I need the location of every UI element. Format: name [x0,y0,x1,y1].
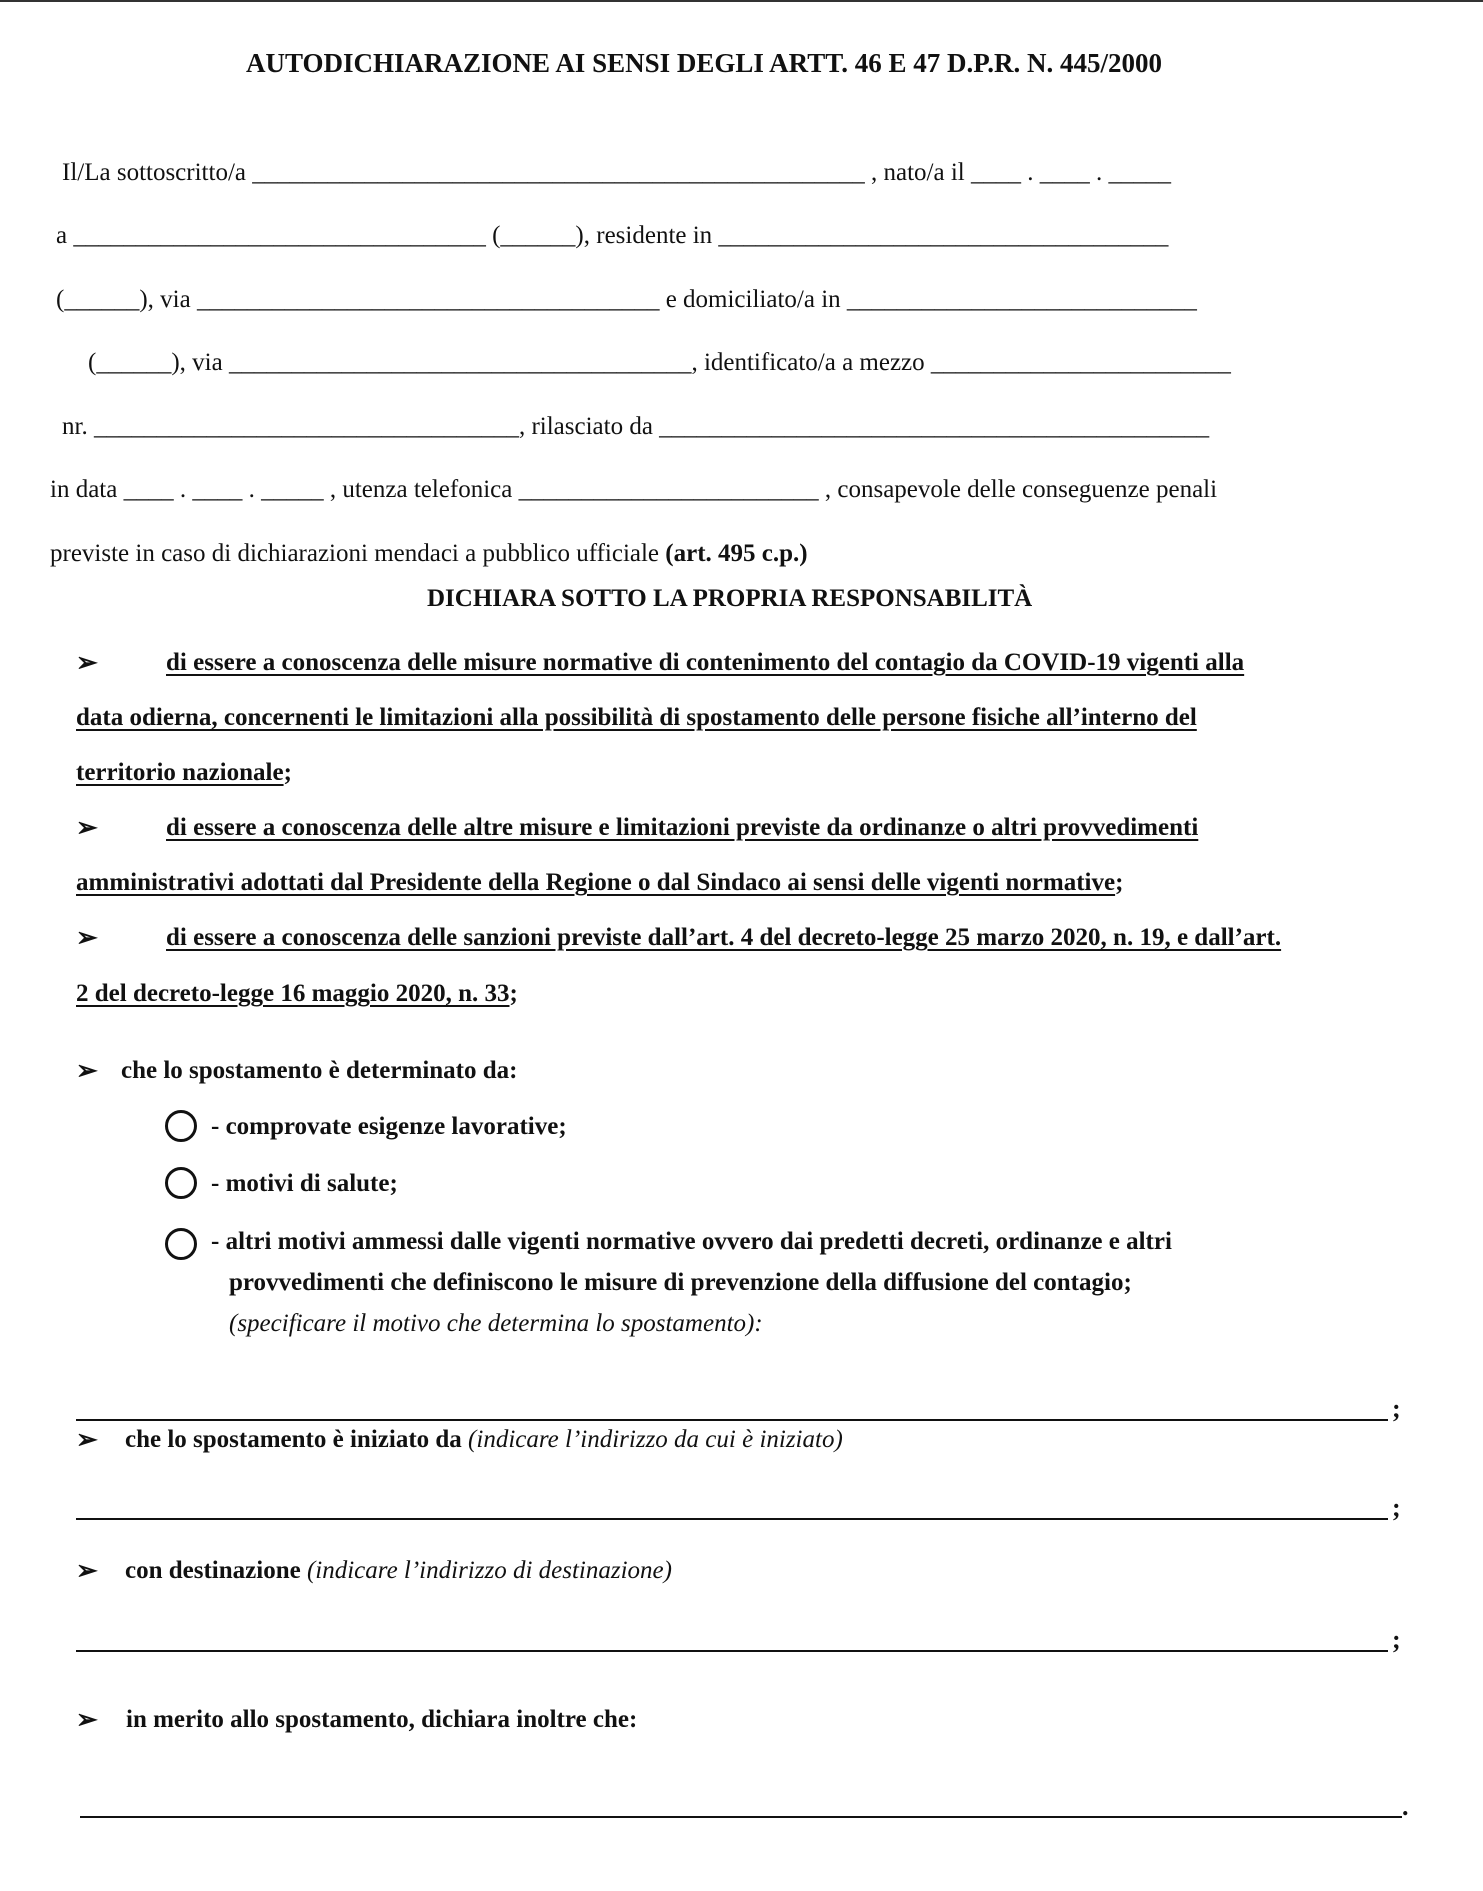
personal-row-document[interactable]: nr. __________________________________, rilasciato da ____________________________________________ [62,413,1210,440]
reason-input-line[interactable] [76,1419,1388,1421]
radio-work-reasons[interactable] [165,1110,197,1142]
bullet-covid-measures-l3 [76,758,292,788]
destination-hint: (indicare l’indirizzo di destinazione) [306,1557,672,1584]
semicolon: ; [509,980,518,1007]
bullet-sanctions-l2 [76,979,518,1009]
bullet-other-measures-l2 [76,868,1123,898]
option-other-reasons-l2: provvedimenti che definiscono le misure di prevenzione della diffusione del contagio; [229,1269,1132,1296]
option-work-reasons: - comprovate esigenze lavorative; [211,1113,567,1140]
personal-row-residence[interactable]: (______), via _____________________________________ e domiciliato/a in ____________________________ [56,286,1197,313]
semicolon: ; [1392,1625,1401,1654]
semicolon: ; [1392,1493,1401,1522]
destination-input-line[interactable] [76,1650,1388,1652]
arrow-bullet-icon: ➢ [76,1705,98,1734]
semicolon: ; [1392,1394,1401,1423]
arrow-bullet-icon: ➢ [76,1056,98,1085]
penal-text: previste in caso di dichiarazioni mendaci a pubblico ufficiale [50,540,660,567]
top-border [0,0,1483,2]
bullet-sanctions-l2-text: 2 del decreto-legge 16 maggio 2020, n. 33 [76,980,510,1007]
personal-row-birthplace[interactable]: a _________________________________ (______), residente in ____________________________________ [56,222,1169,249]
personal-row-date-phone[interactable]: in data ____ . ____ . _____ , utenza telefonica ________________________ , consapevole delle conseguenze penali [50,476,1218,503]
further-label: in merito allo spostamento, dichiara inoltre che: [126,1706,638,1733]
personal-row-domicile[interactable]: (______), via _____________________________________, identificato/a a mezzo ________________________ [88,349,1231,376]
option-other-reasons: - altri motivi ammessi dalle vigenti normative ovvero dai predetti decreti, ordinanze e altri [211,1228,1172,1255]
semicolon: ; [283,759,292,786]
bullet-covid-measures-l2: data odierna, concernenti le limitazioni alla possibilità di spostamento delle persone fisiche all’interno del [76,704,1197,731]
destination-label-text: con destinazione [125,1557,301,1584]
arrow-bullet-icon: ➢ [76,1556,98,1585]
radio-other-reasons[interactable] [165,1228,197,1260]
option-other-reasons-hint: (specificare il motivo che determina lo spostamento): [229,1310,763,1337]
bullet-other-measures-l2-text: amministrativi adottati dal Presidente della Regione o dal Sindaco ai sensi delle vigenti normative [76,869,1116,896]
origin-hint: (indicare l’indirizzo da cui è iniziato) [468,1426,843,1453]
arrow-bullet-icon: ➢ [76,813,98,842]
declaration-heading: DICHIARA SOTTO LA PROPRIA RESPONSABILITÀ [427,585,1033,612]
origin-label-text: che lo spostamento è iniziato da [125,1426,462,1453]
radio-health-reasons[interactable] [165,1167,197,1199]
personal-row-penal [50,539,808,569]
option-health-reasons: - motivi di salute; [211,1170,398,1197]
bullet-covid-measures-l1: di essere a conoscenza delle misure normative di contenimento del contagio da COVID-19 vigenti alla [166,649,1245,676]
final-period: . [1402,1792,1409,1821]
further-input-line[interactable] [80,1816,1402,1818]
origin-label [125,1425,843,1455]
bullet-covid-measures-l3-text: territorio nazionale [76,759,284,786]
semicolon: ; [1115,869,1124,896]
origin-input-line[interactable] [76,1518,1388,1520]
personal-row-name[interactable]: Il/La sottoscritto/a _________________________________________________ , nato/a il ____ . ____ . _____ [62,159,1171,186]
penal-article: (art. 495 c.p.) [665,540,808,567]
reason-label: che lo spostamento è determinato da: [121,1057,518,1084]
document-title: AUTODICHIARAZIONE AI SENSI DEGLI ARTT. 46 E 47 D.P.R. N. 445/2000 [246,48,1162,78]
arrow-bullet-icon: ➢ [76,648,98,677]
destination-label [125,1556,672,1586]
arrow-bullet-icon: ➢ [76,1425,98,1454]
bullet-other-measures-l1: di essere a conoscenza delle altre misure e limitazioni previste da ordinanze o altri provvedimenti [166,814,1199,841]
arrow-bullet-icon: ➢ [76,923,98,952]
bullet-sanctions-l1: di essere a conoscenza delle sanzioni previste dall’art. 4 del decreto-legge 25 marzo 2020, n. 19, e dall’art. [166,924,1282,951]
